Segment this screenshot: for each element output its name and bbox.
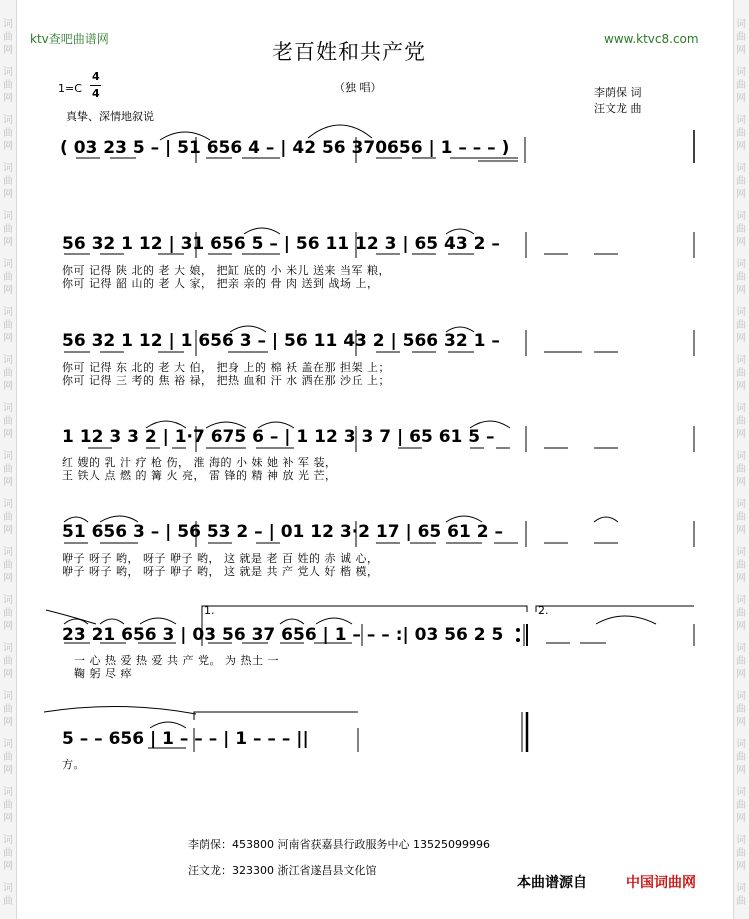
watermark-glyph: 词 [3,499,13,510]
watermark-glyph: 词 [3,211,13,222]
watermark-glyph: 曲 [736,896,746,907]
watermark-glyph: 曲 [3,512,13,523]
lyric-row-5-verse-1: 咿子 呀子 哟， 呀子 咿子 哟， 这 就是 老 百 姓的 赤 诚 心， [62,552,379,565]
watermark-glyph: 曲 [736,128,746,139]
watermark-glyph: 词 [3,19,13,30]
watermark-glyph: 网 [736,717,746,728]
watermark-glyph: 网 [3,477,13,488]
watermark-glyph: 词 [3,595,13,606]
watermark-glyph: 网 [736,381,746,392]
watermark-glyph: 词 [3,259,13,270]
watermark-glyph: 曲 [736,368,746,379]
watermark-glyph: 曲 [736,704,746,715]
watermark-glyph: 曲 [3,272,13,283]
song-title: 老百姓和共产党 [272,40,426,64]
watermark-glyph: 网 [736,477,746,488]
watermark-glyph: 曲 [3,896,13,907]
lyric-row-5-verse-2: 咿子 呀子 哟， 呀子 咿子 哟， 这 就是 共 产 党人 好 楷 模， [62,565,379,578]
watermark-glyph: 网 [736,621,746,632]
lyric-row-2-verse-1: 你可 记得 陕 北的 老 大 娘， 把缸 底的 小 米儿 送来 当军 粮， [62,264,390,277]
watermark-glyph: 词 [736,211,746,222]
watermark-glyph: 曲 [3,560,13,571]
watermark-glyph: 曲 [3,656,13,667]
watermark-glyph: 网 [736,765,746,776]
watermark-glyph: 词 [3,307,13,318]
watermark-glyph: 曲 [3,368,13,379]
watermark-glyph: 词 [736,643,746,654]
watermark-glyph: 曲 [736,608,746,619]
watermark-glyph: 网 [736,525,746,536]
watermark-glyph: 曲 [3,32,13,43]
watermark-glyph: 网 [736,813,746,824]
watermark-glyph: 网 [3,45,13,56]
lyric-row-6-verse-2: 鞠 躬 尽 瘁 [74,667,132,680]
watermark-glyph: 网 [736,189,746,200]
watermark-glyph: 网 [736,429,746,440]
watermark-glyph: 曲 [3,800,13,811]
watermark-glyph: 网 [3,669,13,680]
watermark-glyph: 网 [736,333,746,344]
watermark-glyph: 曲 [3,704,13,715]
watermark-glyph: 网 [3,93,13,104]
notation-row-1: ( 03 23 5 – | 51 656 4 – | 42 56 370656 | 1 – – – ) [60,138,510,158]
watermark-glyph: 词 [3,163,13,174]
watermark-glyph: 网 [736,285,746,296]
time-signature-line [90,85,101,86]
watermark-glyph: 曲 [736,320,746,331]
lyric-row-3-verse-2: 你可 记得 三 考的 焦 裕 禄， 把热 血和 汗 水 洒在那 沙丘 上； [62,374,390,387]
watermark-glyph: 曲 [3,608,13,619]
watermark-glyph: 网 [736,237,746,248]
lyric-row-7: 方。 [62,758,85,771]
site-name-left: ktv查吧曲谱网 [30,32,109,46]
site-url-right: www.ktvc8.com [604,32,699,46]
watermark-glyph: 词 [736,163,746,174]
watermark-glyph: 曲 [736,656,746,667]
lyric-row-4-verse-1: 红 嫂的 乳 汁 疗 枪 伤， 淮 海的 小 妹 她 补 军 装， [62,456,337,469]
lyric-row-4-verse-2: 王 铁人 点 燃 的 篝 火 亮， 雷 锋的 精 神 放 光 芒， [62,469,337,482]
watermark-glyph: 曲 [736,224,746,235]
lyric-row-6-verse-1: 一 心 热 爱 热 爱 共 产 党。 为 热土 一 [74,654,279,667]
watermark-glyph: 词 [736,19,746,30]
watermark-glyph: 网 [736,573,746,584]
watermark-glyph: 词 [736,883,746,894]
watermark-glyph: 曲 [736,176,746,187]
watermark-glyph: 网 [3,333,13,344]
watermark-glyph: 词 [736,403,746,414]
lyric-row-3-verse-1: 你可 记得 东 北的 老 大 伯， 把身 上的 棉 袄 盖在那 担架 上； [62,361,390,374]
watermark-glyph: 网 [3,525,13,536]
watermark-glyph: 词 [736,787,746,798]
watermark-glyph: 网 [3,765,13,776]
watermark-glyph: 词 [3,739,13,750]
watermark-glyph: 词 [3,115,13,126]
watermark-glyph: 词 [3,835,13,846]
watermark-glyph: 网 [736,45,746,56]
watermark-glyph: 网 [736,141,746,152]
watermark-glyph: 曲 [3,128,13,139]
lyricist-contact: 李荫保：453800 河南省获嘉县行政服务中心 13525099996 [188,838,490,851]
watermark-glyph: 网 [3,621,13,632]
watermark-glyph: 网 [3,381,13,392]
watermark-glyph: 曲 [3,80,13,91]
key-signature: 1=C [58,82,82,95]
watermark-glyph: 曲 [736,800,746,811]
watermark-glyph: 网 [736,861,746,872]
watermark-glyph: 曲 [736,272,746,283]
watermark-glyph: 曲 [736,848,746,859]
notation-row-5: 51 656 3 – | 56 53 2 – | 01 12 3·2 17 | 65 61 2 – [62,522,504,542]
watermark-glyph: 网 [3,237,13,248]
watermark-glyph: 网 [3,813,13,824]
watermark-glyph: 网 [3,573,13,584]
composer-contact: 汪文龙：323300 浙江省遂昌县文化馆 [188,864,377,877]
notation-row-7: 5 – – 656 | 1 – – – | 1 – – – || [62,729,309,749]
watermark-glyph: 网 [3,429,13,440]
tempo-marking: 真挚、深情地叙说 [66,110,154,123]
watermark-glyph: 曲 [3,320,13,331]
performance-type: （独 唱） [334,81,382,94]
time-signature-top: 4 [92,70,100,83]
watermark-glyph: 曲 [3,224,13,235]
source-label: 本曲谱源自 [517,875,587,891]
source-site-link[interactable]: 中国词曲网 [626,875,696,891]
watermark-glyph: 词 [736,307,746,318]
watermark-glyph: 词 [3,643,13,654]
watermark-glyph: 词 [3,451,13,462]
watermark-glyph: 曲 [736,560,746,571]
watermark-glyph: 词 [3,787,13,798]
watermark-glyph: 词 [736,451,746,462]
volta-second-ending: 2. [538,604,549,617]
watermark-glyph: 词 [3,403,13,414]
watermark-glyph: 词 [736,67,746,78]
watermark-glyph: 词 [3,355,13,366]
watermark-glyph: 网 [3,285,13,296]
notation-row-4: 1 12 3 3 2 | 1·7 675 6 – | 1 12 3 3 7 | 65 61 5 – [62,427,495,447]
watermark-glyph: 曲 [736,416,746,427]
watermark-glyph: 网 [736,93,746,104]
watermark-glyph: 词 [3,883,13,894]
watermark-glyph: 词 [736,499,746,510]
watermark-glyph: 词 [3,691,13,702]
watermark-glyph: 词 [736,595,746,606]
watermark-glyph: 曲 [3,848,13,859]
lyric-row-2-verse-2: 你可 记得 韶 山的 老 人 家， 把亲 亲的 骨 肉 送到 战场 上， [62,277,379,290]
watermark-glyph: 词 [736,355,746,366]
watermark-glyph: 词 [736,739,746,750]
watermark-glyph: 曲 [3,752,13,763]
time-signature-bottom: 4 [92,87,100,100]
watermark-glyph: 网 [736,669,746,680]
watermark-glyph: 曲 [736,464,746,475]
notation-row-6: 23 21 656 3 | 03 56 37 656 | 1 – – – :| 03 56 2 5 [62,625,504,645]
watermark-glyph: 词 [736,835,746,846]
watermark-glyph: 词 [736,259,746,270]
watermark-glyph: 曲 [3,176,13,187]
notation-row-2: 56 32 1 12 | 31 656 5 – | 56 11 12 3 | 65 43 2 – [62,234,500,254]
watermark-glyph: 曲 [736,80,746,91]
watermark-glyph: 曲 [736,512,746,523]
watermark-glyph: 词 [736,115,746,126]
lyricist-credit: 李荫保 词 [594,86,642,99]
watermark-glyph: 网 [3,861,13,872]
watermark-glyph: 网 [3,189,13,200]
watermark-glyph: 词 [3,67,13,78]
notation-row-3: 56 32 1 12 | 1 656 3 – | 56 11 43 2 | 566 32 1 – [62,331,500,351]
volta-first-ending: 1. [204,604,215,617]
watermark-glyph: 词 [3,547,13,558]
watermark-glyph: 曲 [736,752,746,763]
watermark-glyph: 词 [736,691,746,702]
watermark-glyph: 网 [3,141,13,152]
watermark-glyph: 网 [3,717,13,728]
watermark-glyph: 词 [736,547,746,558]
watermark-glyph: 曲 [3,464,13,475]
composer-credit: 汪文龙 曲 [594,102,642,115]
watermark-glyph: 曲 [3,416,13,427]
watermark-glyph: 曲 [736,32,746,43]
